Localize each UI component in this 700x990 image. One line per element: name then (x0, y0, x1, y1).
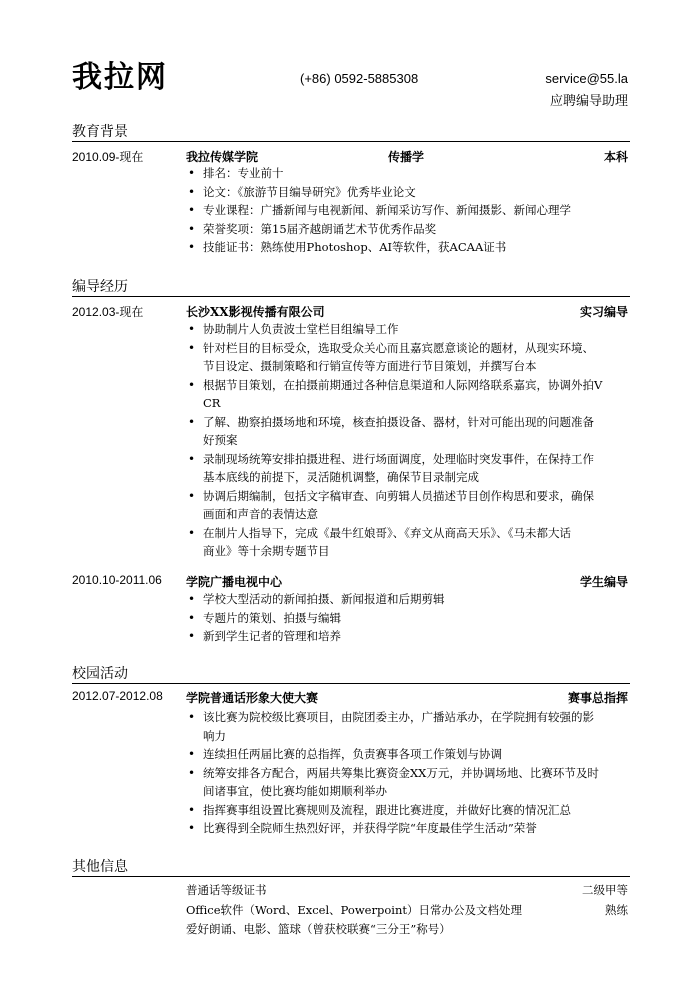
list-item: • 统筹安排各方配合，两届共筹集比赛资金XX万元，并协调场地、比赛环节及时 间诸事宜，使比赛均能如期顺利举办 (186, 764, 628, 801)
list-item: • 技能证书：熟练使用Photoshop、AI等软件，获ACAA证书 (186, 238, 628, 257)
job-bullet-list (186, 590, 628, 646)
list-item: • 录制现场统筹安排拍摄进程、进行场面调度，处理临时突发事件，在保持工作 基本底线的前提下，灵活随机调整，确保节目录制完成 (186, 450, 628, 487)
activity-role: 赛事总指挥 (567, 691, 628, 705)
email-address: service@55.la (545, 71, 628, 86)
applied-position: 应聘编导助理 (549, 94, 628, 109)
job-date: 2010.10-2011.06 (72, 573, 162, 587)
list-item: • 协调后期编制，包括文字稿审查、向剪辑人员描述节目创作构思和要求，确保 画面和声音的表情达意 (186, 487, 628, 524)
list-item: • 排名：专业前十 (186, 164, 628, 183)
phone-number: (+86) 0592-5885308 (300, 71, 419, 86)
education-bullet-list (186, 164, 628, 257)
activity-date: 2012.07-2012.08 (72, 689, 163, 703)
section-title-education: 教育背景 (72, 124, 128, 140)
list-item: • 针对栏目的目标受众，选取受众关心而且嘉宾愿意谈论的题材，从现实环境、 节目设定、摄制策略和行销宣传等方面进行节目策划，并撰写台本 (186, 339, 628, 376)
list-item: • 根据节目策划，在拍摄前期通过各种信息渠道和人际网络联系嘉宾，协调外拍V CR (186, 376, 628, 413)
section-divider (72, 141, 630, 142)
major-name: 传播学 (388, 150, 425, 164)
section-title-campus: 校园活动 (72, 666, 128, 682)
list-item: • 协助制片人负责波士堂栏目组编导工作 (186, 320, 628, 339)
job-organization: 长沙XX影视传播有限公司 (186, 305, 325, 319)
list-item: • 论文：《旅游节目编导研究》优秀毕业论文 (186, 183, 628, 202)
other-info-item: 爱好朗诵、电影、篮球（曾获校联赛“三分王”称号） (186, 922, 451, 936)
activity-bullet-list (186, 708, 628, 838)
list-item: • 在制片人指导下，完成《最牛红娘哥》、《弃文从商高天乐》、《马未都大话 商业》等十余期专题节目 (186, 524, 628, 561)
education-date: 2010.09-现在 (72, 150, 144, 164)
section-title-experience: 编导经历 (72, 279, 128, 295)
other-info-item: Office软件（Word、Excel、Powerpoint）日常办公及文档处理 (186, 903, 522, 917)
degree: 本科 (603, 150, 628, 164)
list-item: • 专题片的策划、拍摄与编辑 (186, 609, 628, 628)
school-name: 我拉传媒学院 (186, 150, 259, 164)
job-role: 实习编导 (579, 305, 628, 319)
job-bullet-list (186, 320, 628, 561)
list-item: • 比赛得到全院师生热烈好评，并获得学院“年度最佳学生活动”荣誉 (186, 819, 628, 838)
list-item: • 了解、勘察拍摄场地和环境，核查拍摄设备、器材，针对可能出现的问题准备 好预案 (186, 413, 628, 450)
job-organization: 学院广播电视中心 (186, 575, 283, 589)
list-item: • 连续担任两届比赛的总指挥，负责赛事各项工作策划与协调 (186, 745, 628, 764)
list-item: • 学校大型活动的新闻拍摄、新闻报道和后期剪辑 (186, 590, 628, 609)
section-divider (72, 876, 630, 877)
section-title-other: 其他信息 (72, 859, 128, 875)
list-item: • 指挥赛事组设置比赛规则及流程，跟进比赛进度，并做好比赛的情况汇总 (186, 801, 628, 820)
list-item: • 专业课程：广播新闻与电视新闻、新闻采访写作、新闻摄影、新闻心理学 (186, 201, 628, 220)
section-divider (72, 296, 630, 297)
job-date: 2012.03-现在 (72, 305, 144, 319)
activity-name: 学院普通话形象大使大赛 (186, 691, 319, 705)
other-info-level: 熟练 (605, 903, 628, 917)
section-divider (72, 683, 630, 684)
other-info-level: 二级甲等 (582, 883, 628, 897)
list-item: • 荣誉奖项：第15届齐越朗诵艺术节优秀作品奖 (186, 220, 628, 239)
other-info-item: 普通话等级证书 (186, 883, 267, 897)
list-item: • 新到学生记者的管理和培养 (186, 627, 628, 646)
resume-name: 我拉网 (72, 60, 168, 95)
list-item: • 该比赛为院校级比赛项目，由院团委主办，广播站承办，在学院拥有较强的影 响力 (186, 708, 628, 745)
job-role: 学生编导 (579, 575, 628, 589)
